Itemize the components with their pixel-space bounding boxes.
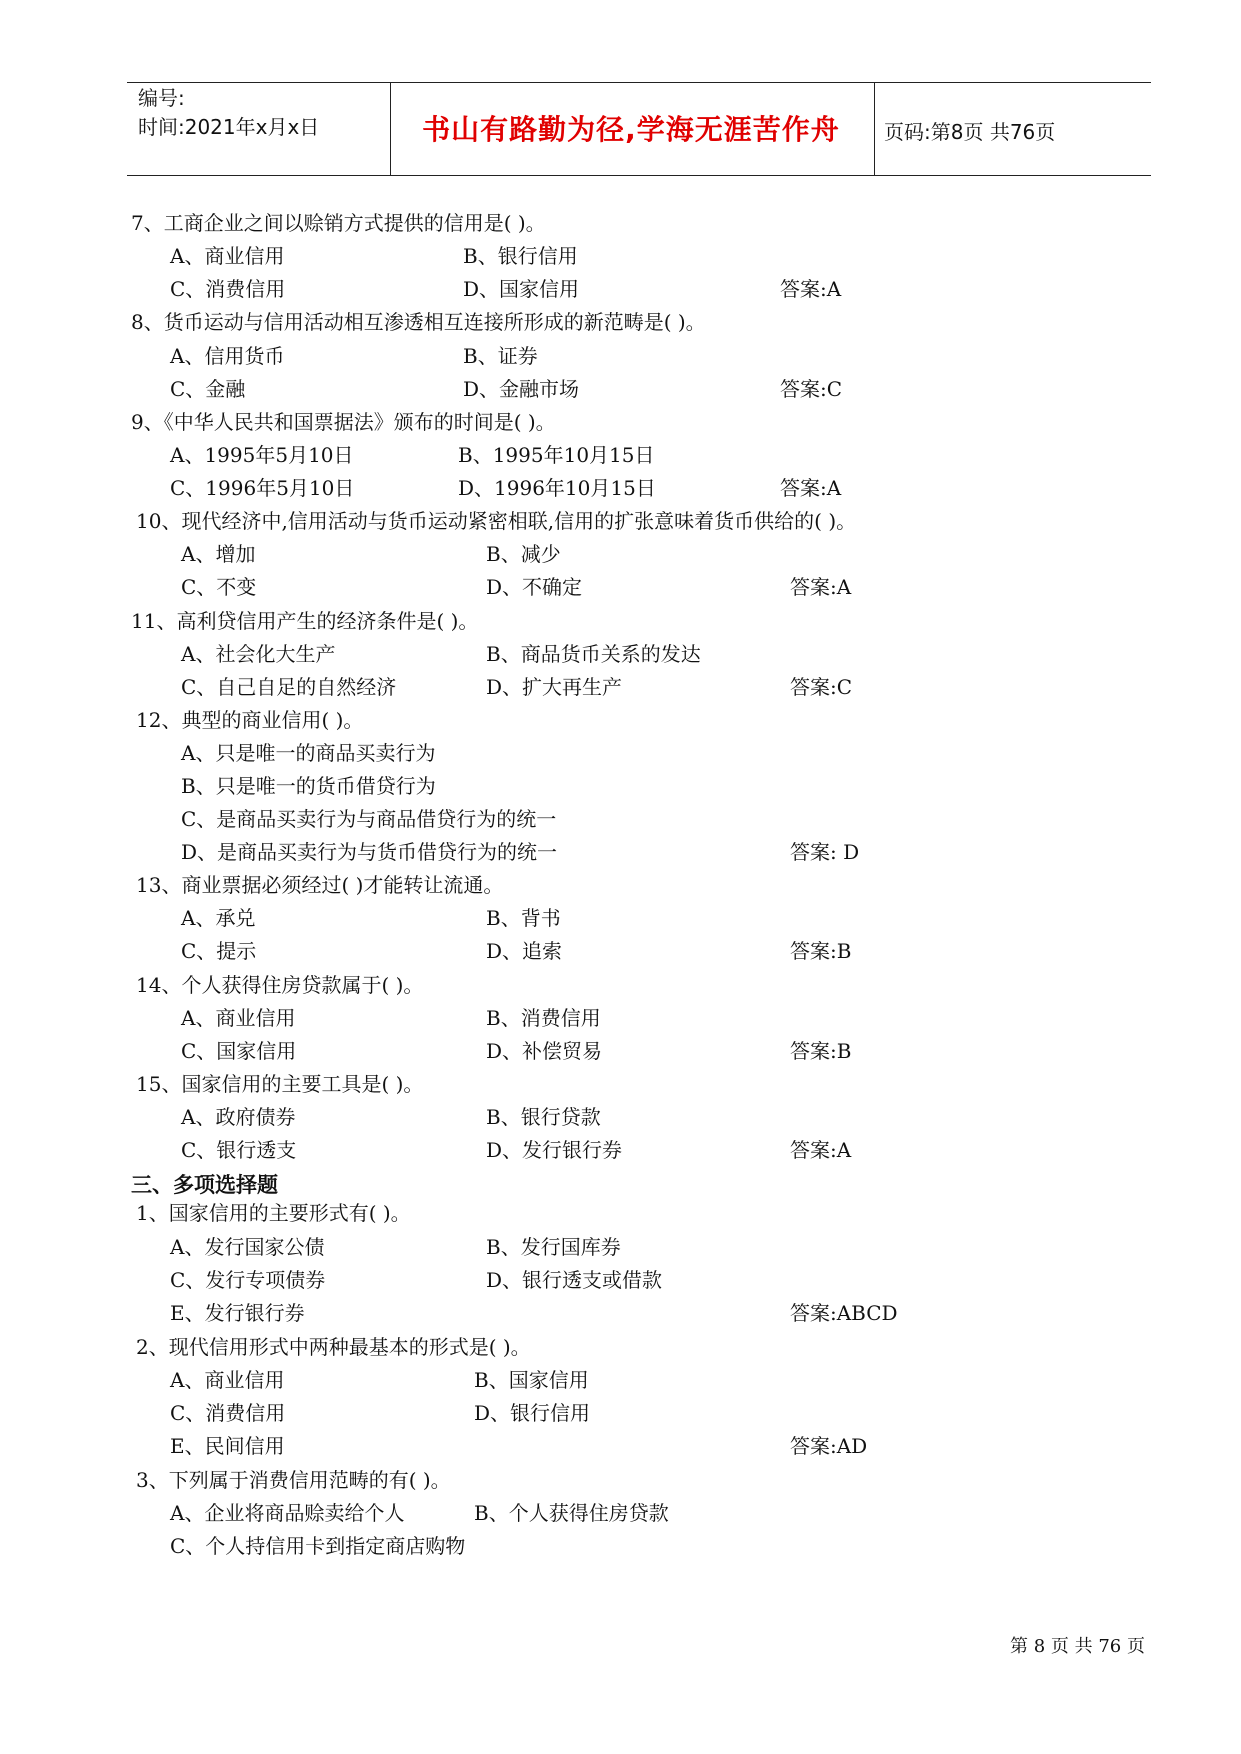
question-14-option-b: B、消费信用 <box>486 1006 601 1030</box>
question-11-option-b: B、商品货币关系的发达 <box>486 642 701 666</box>
multi-question-2-option-b: B、国家信用 <box>474 1368 589 1392</box>
section-3-heading: 三、多项选择题 <box>131 1173 278 1197</box>
question-8-option-c: C、金融 <box>170 377 246 401</box>
question-7-stem: 7、工商企业之间以赊销方式提供的信用是( )。 <box>131 211 546 235</box>
question-8-option-b: B、证券 <box>463 344 538 368</box>
question-14-option-d: D、补偿贸易 <box>486 1039 603 1063</box>
question-11-option-a: A、社会化大生产 <box>181 642 336 666</box>
multi-question-2-option-a: A、商业信用 <box>170 1368 285 1392</box>
question-11-stem: 11、高利贷信用产生的经济条件是( )。 <box>131 609 479 633</box>
question-12-answer: 答案: D <box>790 840 860 864</box>
question-7-option-a: A、商业信用 <box>170 244 285 268</box>
question-14-option-a: A、商业信用 <box>181 1006 296 1030</box>
multi-question-3-stem: 3、下列属于消费信用范畴的有( )。 <box>136 1468 451 1492</box>
multi-question-2-option-e: E、民间信用 <box>170 1434 285 1458</box>
question-15-stem: 15、国家信用的主要工具是( )。 <box>136 1072 424 1096</box>
question-10-stem: 10、现代经济中,信用活动与货币运动紧密相联,信用的扩张意味着货币供给的( )。 <box>136 509 857 533</box>
question-13-stem: 13、商业票据必须经过( )才能转让流通。 <box>136 873 504 897</box>
multi-question-1-option-a: A、发行国家公债 <box>170 1235 325 1259</box>
question-13-option-b: B、背书 <box>486 906 561 930</box>
question-8-option-a: A、信用货币 <box>170 344 285 368</box>
question-13-answer: 答案:B <box>790 939 852 963</box>
question-12-option-d: D、是商品买卖行为与货币借贷行为的统一 <box>181 840 558 864</box>
question-14-option-c: C、国家信用 <box>181 1039 297 1063</box>
question-11-option-d: D、扩大再生产 <box>486 675 623 699</box>
footer-page-number: 第 8 页 共 76 页 <box>1010 1636 1145 1657</box>
question-12-option-c: C、是商品买卖行为与商品借贷行为的统一 <box>181 807 557 831</box>
multi-question-3-option-a: A、企业将商品赊卖给个人 <box>170 1501 405 1525</box>
question-10-option-d: D、不确定 <box>486 575 583 599</box>
question-13-option-c: C、提示 <box>181 939 257 963</box>
question-12-option-a: A、只是唯一的商品买卖行为 <box>181 741 436 765</box>
question-9-option-c: C、1996年5月10日 <box>170 476 355 500</box>
question-8-stem: 8、货币运动与信用活动相互渗透相互连接所形成的新范畴是( )。 <box>131 310 706 334</box>
multi-question-2-option-c: C、消费信用 <box>170 1401 286 1425</box>
multi-question-1-stem: 1、国家信用的主要形式有( )。 <box>136 1201 411 1225</box>
header-info <box>138 84 388 142</box>
question-9-option-b: B、1995年10月15日 <box>458 443 655 467</box>
header-code: 编号: <box>138 86 185 110</box>
multi-question-1-answer: 答案:ABCD <box>790 1301 898 1325</box>
question-13-option-a: A、承兑 <box>181 906 256 930</box>
question-12-option-b: B、只是唯一的货币借贷行为 <box>181 774 436 798</box>
question-11-option-c: C、自己自足的自然经济 <box>181 675 397 699</box>
question-10-option-c: C、不变 <box>181 575 257 599</box>
question-10-option-b: B、减少 <box>486 542 561 566</box>
multi-question-1-option-b: B、发行国库券 <box>486 1235 621 1259</box>
question-11-answer: 答案:C <box>790 675 853 699</box>
question-9-option-d: D、1996年10月15日 <box>458 476 656 500</box>
question-7-option-b: B、银行信用 <box>463 244 578 268</box>
multi-question-2-answer: 答案:AD <box>790 1434 868 1458</box>
question-13-option-d: D、追索 <box>486 939 563 963</box>
multi-question-2-option-d: D、银行信用 <box>474 1401 591 1425</box>
question-8-option-d: D、金融市场 <box>463 377 580 401</box>
question-15-option-c: C、银行透支 <box>181 1138 297 1162</box>
question-15-option-d: D、发行银行券 <box>486 1138 623 1162</box>
question-10-answer: 答案:A <box>790 575 852 599</box>
question-8-answer: 答案:C <box>780 377 843 401</box>
question-7-answer: 答案:A <box>780 277 842 301</box>
header-top-rule <box>127 82 1151 83</box>
question-9-option-a: A、1995年5月10日 <box>170 443 354 467</box>
header-time: 时间:2021年x月x日 <box>138 115 320 139</box>
multi-question-3-option-c: C、个人持信用卡到指定商店购物 <box>170 1534 466 1558</box>
question-14-answer: 答案:B <box>790 1039 852 1063</box>
header-motto: 书山有路勤为径,学海无涯苦作舟 <box>422 113 840 146</box>
question-15-option-a: A、政府债券 <box>181 1105 296 1129</box>
multi-question-2-stem: 2、现代信用形式中两种最基本的形式是( )。 <box>136 1335 531 1359</box>
multi-question-1-option-c: C、发行专项债券 <box>170 1268 326 1292</box>
multi-question-1-option-e: E、发行银行券 <box>170 1301 305 1325</box>
question-10-option-a: A、增加 <box>181 542 256 566</box>
header-divider-right <box>874 82 875 176</box>
question-15-answer: 答案:A <box>790 1138 852 1162</box>
question-7-option-c: C、消费信用 <box>170 277 286 301</box>
multi-question-1-option-d: D、银行透支或借款 <box>486 1268 663 1292</box>
question-9-stem: 9、《中华人民共和国票据法》颁布的时间是( )。 <box>131 410 556 434</box>
question-12-stem: 12、典型的商业信用( )。 <box>136 708 364 732</box>
multi-question-3-option-b: B、个人获得住房贷款 <box>474 1501 669 1525</box>
question-7-option-d: D、国家信用 <box>463 277 580 301</box>
question-9-answer: 答案:A <box>780 476 842 500</box>
question-15-option-b: B、银行贷款 <box>486 1105 601 1129</box>
header-page-number: 页码:第8页 共76页 <box>884 120 1056 144</box>
header-bottom-rule <box>127 175 1151 176</box>
header-divider-left <box>390 82 391 176</box>
question-14-stem: 14、个人获得住房贷款属于( )。 <box>136 973 424 997</box>
